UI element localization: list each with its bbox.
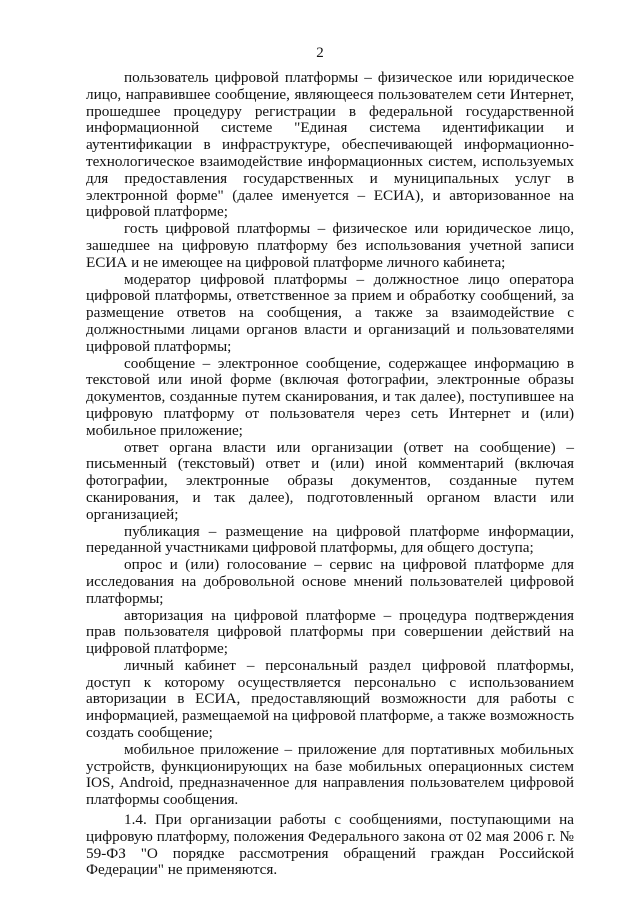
definition-message: сообщение – электронное сообщение, содержащее информацию в текстовой или иной форме (включая фотографии, электронные образы документов, созданные путем сканирования, и так далее), поступившее на цифровую платформу от пользователя через сеть Интернет и (или) мобильное приложение;	[86, 354, 574, 439]
clause-1-4: 1.4. При организации работы с сообщениями, поступающими на цифровую платформу, положения Федерального закона от 02 мая 2006 г. № 59-ФЗ "О порядке рассмотрения обращений граждан Российской Федерации" не применяются.	[86, 811, 574, 879]
definition-publication: публикация – размещение на цифровой платформе информации, переданной участниками цифровой платформы, для общего доступа;	[86, 522, 574, 557]
definition-mobile-app: мобильное приложение – приложение для портативных мобильных устройств, функционирующих на базе мобильных операционных систем IOS, Android, предназначенное для направления пользователем цифровой платформы сообщения.	[86, 740, 574, 809]
page-number: 2	[316, 45, 324, 61]
document-body	[86, 70, 574, 879]
definition-authorization: авторизация на цифровой платформе – процедура подтверждения прав пользователя цифровой платформы при совершении действий на цифровой платформе;	[86, 606, 574, 658]
definition-response: ответ органа власти или организации (ответ на сообщение) – письменный (текстовый) ответ и (или) иной комментарий (включая фотографии, электронные образы документов, созданные путем сканирования, и так далее), подготовленный органом власти или организацией;	[86, 438, 574, 523]
definition-poll: опрос и (или) голосование – сервис на цифровой платформе для исследования на добровольной основе мнений пользователей цифровой платформы;	[86, 556, 574, 607]
definition-guest: гость цифровой платформы – физическое или юридическое лицо, зашедшее на цифровую платформу без использования учетной записи ЕСИА и не имеющее на цифровой платформе личного кабинета;	[86, 220, 574, 271]
definition-user: пользователь цифровой платформы – физическое или юридическое лицо, направившее сообщение, являющееся пользователем сети Интернет, прошедшее процедуру регистрации в федеральной государственной информационной системе "Единая система идентификации и аутентификации в инфраструктуре, обеспечивающей информационно-технологическое взаимодействие информационных систем, используемых для предоставления государственных и муниципальных услуг в электронной форме" (далее именуется – ЕСИА), и авторизованное на цифровой платформе;	[86, 69, 574, 221]
definition-moderator: модератор цифровой платформы – должностное лицо оператора цифровой платформы, ответственное за прием и обработку сообщений, за размещение ответов на сообщения, а также за взаимодействие с должностными лицами органов власти и организаций и пользователями цифровой платформы;	[86, 270, 574, 355]
definition-personal-account: личный кабинет – персональный раздел цифровой платформы, доступ к которому осуществляется персонально с использованием авторизации в ЕСИА, предоставляющий возможности для работы с информацией, размещаемой на цифровой платформе, а также возможность создать сообщение;	[86, 656, 574, 742]
